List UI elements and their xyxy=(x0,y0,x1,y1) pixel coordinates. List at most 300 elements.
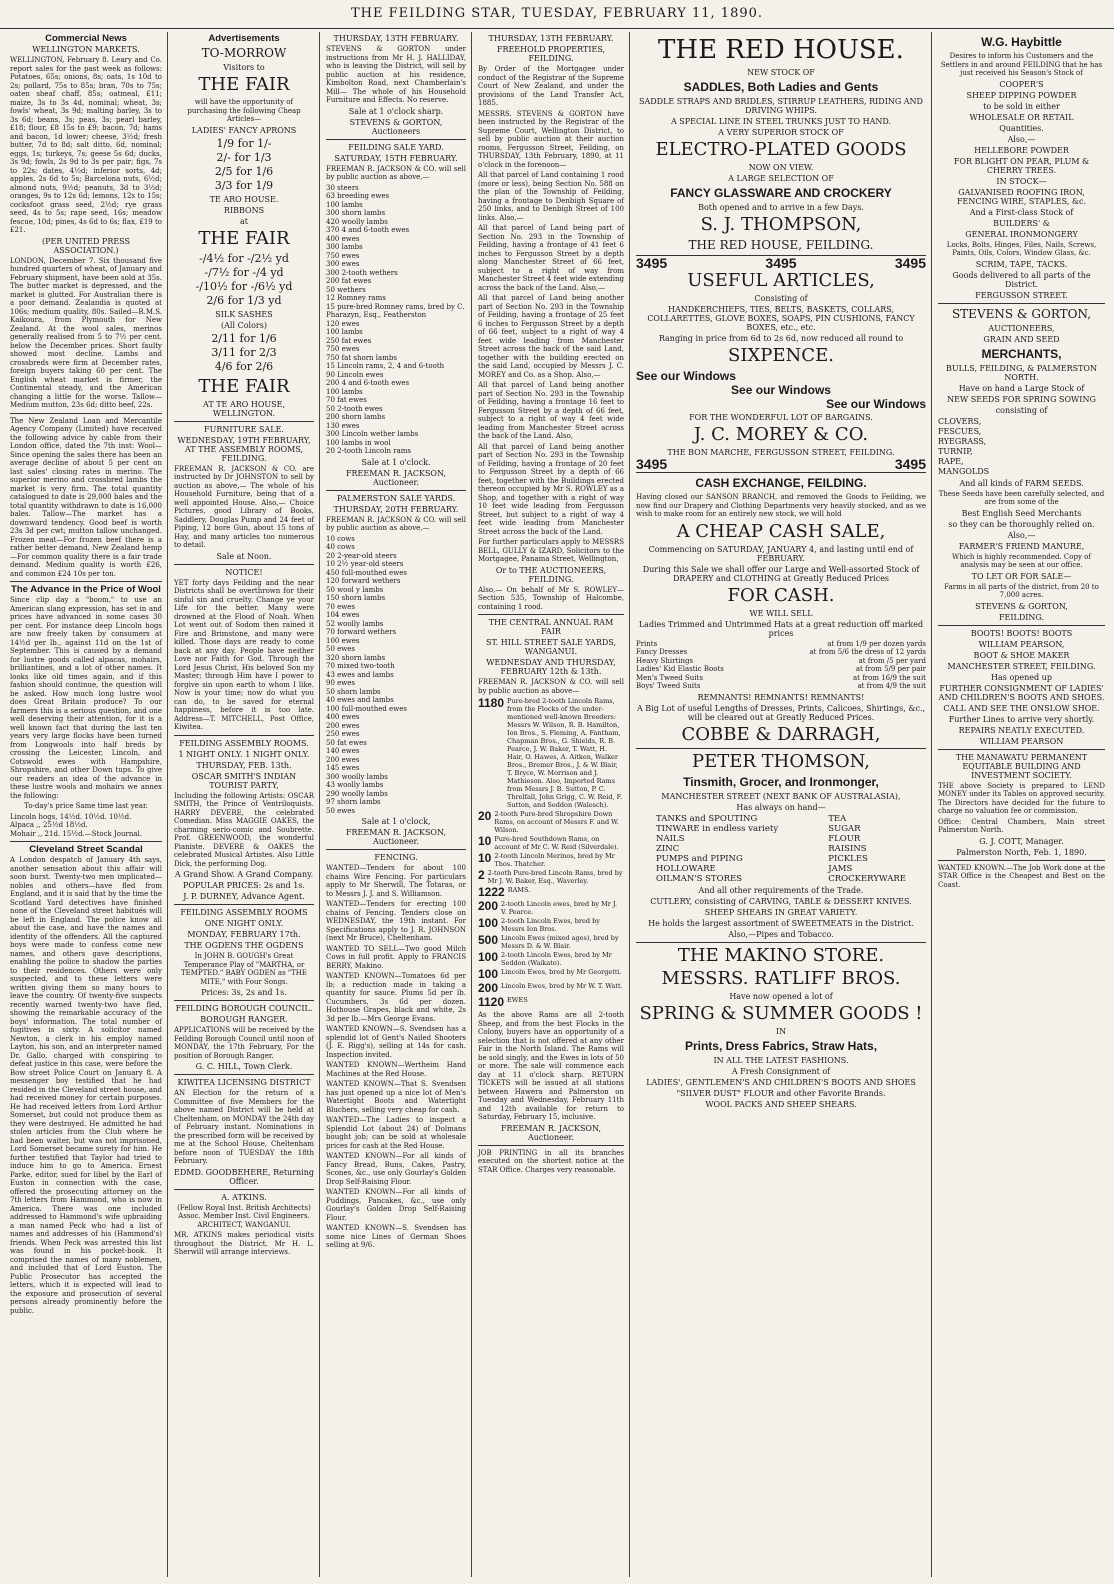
sashes-heading: SILK SASHES xyxy=(215,309,273,319)
remnants: REMNANTS! REMNANTS! REMNANTS! xyxy=(697,692,865,702)
lot-count: 200 xyxy=(478,899,499,913)
lot-description: 2-tooth Lincoln ewes, bred by Mr J. V. Pearce. xyxy=(501,900,618,916)
ewe-sign: FREEMAN R. JACKSON, Auctioneer. xyxy=(500,1123,602,1142)
saddles-heading: SADDLES, Both Ladies and Gents xyxy=(683,80,879,94)
ram-lots xyxy=(478,697,624,899)
divider xyxy=(326,139,466,140)
left-list xyxy=(656,814,778,884)
notice-title: NOTICE! xyxy=(225,567,263,577)
manchester-street: MANCHESTER STREET (NEXT BANK OF AUSTRALASIA), xyxy=(661,791,901,801)
markets-text: WELLINGTON, February 8. Leary and Co. report sales for the past week as follows: Potatoes, 65s; onions, 8s; oats, 1s 10d to 2s; pollard, 75s to 85s; bran, 70s to 75s; oaten sheaf chaff, 85s; oatmeal, £11; maize, 3s to 3s 4d, nominal; wheat, 3s; fowls' wheat, 3s 9d; malting barley, 3s to 3s 6d; beans, 3s; peas, 3s; pearl barley, £18; flour, £8 15s to £9; bacon, 7d; hams and bacon, 1d lower; cheese, 3½d; fresh butter, 7d to 8d; salt ditto, 6d, nominal; eggs, 1s; turkeys, 7s; geese 5s 6d; ducks, 3s 9d; fowls, 2s 9d to 3s per pair; figs, 7s to 22s; dates, 4½d; inferior sorts, 4d; apples, 2s 6d to 5s; Barcelona nuts, 6½d; almond nuts, 9½d; peanuts, 3d to 3½d; oranges, 9s to 12s 6d; lemons, 12s to 15s; cocksfoot grass seed, 2½d; rye grass seed, 4s to 5s; rape seed, 16s; meadow fescue, 10d; pines, 4s 6d to 6s; flax, £19 to £21. xyxy=(10,56,162,234)
date-heading: THURSDAY, 13TH FEBRUARY. xyxy=(333,34,459,43)
cott-sign: G. J. COTT, Manager. xyxy=(979,836,1064,846)
desires-text: Desires to inform his Customers and the Settlers in and around FEILDING that he has just received his Season's Stock of xyxy=(940,52,1103,77)
assembly-title: FEILDING ASSEMBLY ROOMS. xyxy=(179,738,309,748)
stock-item: 50 shorn lambs xyxy=(326,687,381,696)
lot-count: 100 xyxy=(478,950,499,964)
stock-item: 100 ewes xyxy=(326,636,360,645)
one-night: 1 NIGHT ONLY. 1 NIGHT ONLY. xyxy=(178,749,310,759)
stock-item: 50 ewes xyxy=(326,645,356,653)
in-text: IN xyxy=(775,1026,787,1036)
freehold-title: FREEHOLD PROPERTIES, FEILDING. xyxy=(496,45,606,63)
or-to: Or to THE AUCTIONEERS, FEILDING. xyxy=(495,565,607,584)
stock-item: 70 forward wethers xyxy=(326,628,397,636)
divider xyxy=(326,490,466,491)
lot-row xyxy=(478,886,624,899)
furniture-time: Sale at Noon. xyxy=(216,551,272,561)
cobbe-name: COBBE & DARRAGH, xyxy=(681,723,881,745)
divider xyxy=(938,860,1105,861)
price-item: Fancy Dresses xyxy=(636,648,688,656)
divider xyxy=(938,303,1105,304)
stock-item: 200 4 and 6-tooth ewes xyxy=(326,379,410,387)
lot-description: Lincoln Ewes (mixed ages), bred by Messrs D. & W. Blair. xyxy=(501,934,619,950)
tinsmith: Tinsmith, Grocer, and Ironmonger, xyxy=(683,774,879,789)
sg-sign: STEVENS & GORTON, Auctioneers xyxy=(349,117,443,136)
stock-item: 450 full-mouthed ewes xyxy=(326,568,407,577)
ad-number: 3495 xyxy=(765,255,797,271)
lot-description: Pure-bred Southdown Rams, on account of Mr C. W. Reid (Silverdale). xyxy=(494,835,619,851)
fencing-title: FENCING. xyxy=(374,853,418,862)
also: Also,— xyxy=(1007,530,1036,540)
ribbon-price: -/10½ for -/6½ yd xyxy=(195,279,293,293)
opened-text: Both opened and to arrive in a few Days. xyxy=(698,203,864,212)
merchants: MERCHANTS, xyxy=(981,346,1062,361)
red-house-title: THE RED HOUSE. xyxy=(658,35,904,65)
ewe-lots xyxy=(478,900,624,1009)
lot-count: 500 xyxy=(478,933,499,947)
lot-row xyxy=(478,810,624,834)
manure: FARMER'S FRIEND MANURE, xyxy=(958,541,1085,551)
thompson-address: THE RED HOUSE, FEILDING. xyxy=(688,238,874,252)
goods-item: CROCKERYWARE xyxy=(828,873,906,884)
lot-count: 1120 xyxy=(478,995,505,1009)
stock-item: 200 shorn lambs xyxy=(326,413,386,421)
opportunity-text: will have the opportunity of purchasing the following Cheap Articles— xyxy=(187,98,301,123)
popular-prices: POPULAR PRICES: 2s and 1s. xyxy=(183,881,305,890)
wool-text: Since clip day a "boom," to use an American slang expression, has set in and prices have advanced in some cases 30 per cent. For instance deep Lincoln hogs are now freely taken by consumers at 14½d per lb., against 11d on the 1st of September. This is caused by a demand for lustre goods called alpacas, mohairs, brilliantines, and a lot of other names. It looks like old times again, and if this fashion should continue, the question will be asked. How much long lustre wool does Great Britain produce? To our farmers this is a serious question, and one well deserving their attention, for it is a well known fact that during the last ten years very large flocks have been turned from Longwools into half breds by crossing the Leicester, Lincoln, and Cotswold ewes with Hampshire, Shropshire, and other Down tups. To give our readers an idea of the advance in these lustre wools and mohairs we annex the following: xyxy=(10,596,162,800)
price-value: at from 4/9 the suit xyxy=(857,682,926,690)
goods-item: RAISINS xyxy=(828,843,867,854)
divider xyxy=(174,564,314,565)
price-item: Boys' Tweed Suits xyxy=(636,682,701,690)
stock-item: 50 fat ewes xyxy=(326,738,367,747)
ribbon-price: -/4½ for -/2½ yd xyxy=(199,251,289,265)
palmerston-date: Palmerston North, Feb. 1, 1890. xyxy=(956,847,1087,857)
column-auctions xyxy=(322,32,470,1577)
wanted-ad: WANTED KNOWN—For all kinds of Fancy Bread, Buns, Cakes, Pastry, Scones, &c., use only Gourlay's Golden Drop Self-Raising Flour. xyxy=(326,1152,466,1186)
handkerchiefs-text: HANDKERCHIEFS, TIES, BELTS, BASKETS, COLLARS, COLLARETTES, GLOVE BOXES, SOAPS, PIN CUSHIONS, FANCY BOXES, etc., etc. xyxy=(647,305,915,332)
furniture-text: FREEMAN R. JACKSON & CO. are instructed by Dr JOHNSTON to sell by auction as above,— The whole of his Household Furniture, being that of a well appointed House. Also,— Choice Pictures, good Library of Books, Saddlery, Douglas Pump and 24 feet of Piping, 12 bore Gun, about 15 tons of Hay, and many articles too numerous to detail. xyxy=(174,464,314,549)
price-item: Men's Tweed Suits xyxy=(636,673,703,682)
divider xyxy=(174,421,314,422)
press-association: (PER UNITED PRESS ASSOCIATION.) xyxy=(41,236,130,255)
pearson-sign: WILLIAM PEARSON xyxy=(979,736,1064,746)
london-text: LONDON, December 7. Six thousand five hundred quarters of wheat, of January and February shipment, have been sold at 35s. The butter market is depressed, and the market is glutted. For Australian there is a poor demand. Zealandia is quoted at 106s; medium quality, 80s. Sailed—R.M.S. Kaikoura, from Plymouth for New Zealand. At the wool sales, merinos generally realised from 5 to 7½ per cent. below the December prices. Short faulty showed most decline. Lambs and crossbreds were firm at December rates, foreign buyers taking 60 per cent. The English wheat market is firmer, the Continental steady, and the American changing a little for the worse. Tallow—Medium mutton, 23s 6d; ditto beef, 22s. xyxy=(10,256,162,409)
haybittle-name: W.G. Haybittle xyxy=(981,35,1062,49)
rowley-text: Also,— On behalf of Mr S. ROWLEY— Section 535, Township of Halcombe, containing 1 rood. xyxy=(478,585,624,611)
thursday-date: THURSDAY, FEB. 13th. xyxy=(196,760,292,770)
seed-item: CLOVERS, xyxy=(938,416,982,426)
borough-council: FEILDING BOROUGH COUNCIL. xyxy=(175,1004,313,1013)
wool-packs: WOOL PACKS AND SHEEP SHEARS. xyxy=(705,1099,857,1109)
stock-item: 104 ewes xyxy=(326,611,360,619)
goods-item: FLOUR xyxy=(828,833,861,844)
stock-item: 50 2-tooth ewes xyxy=(326,404,383,413)
fashions: IN ALL THE LATEST FASHIONS. xyxy=(713,1055,849,1065)
lot-count: 100 xyxy=(478,916,499,930)
column-merchants xyxy=(934,32,1109,1577)
stock-item: 43 ewes and lambs xyxy=(326,670,394,679)
markets-title: WELLINGTON MARKETS. xyxy=(32,45,140,54)
land-lot: All that parcel of Land being another part of Section No. 293 in the Township of Feilding, having a frontage of 20 feet to Fergusson Street by a depth of 66 feet, together with the Buildings erected thereon occupied by Mr S. ROWLEY as a Shop, and together with a right of way 10 feet wide leading from Fergusson Street, but subject to a right of way 4 feet wide leading from Manchester Street across the back of the Land. xyxy=(478,442,624,536)
ewe-text: As the above Rams are all 2-tooth Sheep, and from the best Flocks in the Colony, buyers have an opportunity of a selection that is not offered at any other Fair in the North Island. The Rams will be sold singly, and the Ewes in lots of 50 or more. The sale will commence each day at 11 o'clock sharp. RETURN TICKETS will be issued at all stations between Hawera and Palmerston on Tuesday and Wednesday, February 11th and 12th available for return to Saturday, February 15, inclusive. xyxy=(478,1011,624,1121)
price-row xyxy=(636,674,926,683)
wanted-ad: WANTED—Tenders for about 100 chains Wire Fencing. For particulars apply to Mr Sherwill, The Totaras, or to Messrs J. J. and S. Williamson. xyxy=(326,864,466,898)
boot-maker: BOOT & SHOE MAKER xyxy=(973,650,1070,660)
wanted-ad: WANTED KNOWN—For all kinds of Puddings, Pancakes, &c., use only Gourlay's Golden Drop Self-Raising Flour. xyxy=(326,1188,466,1222)
selected: These Seeds have been carefully selected, and are from some of the xyxy=(938,489,1105,506)
stock-item: 200 fat ewes xyxy=(326,277,372,285)
monday-date: MONDAY, FEBRUARY 17th. xyxy=(187,930,301,939)
wanted-ad: WANTED KNOWN—S. Svendsen has a splendid lot of Gent's Nailed Shooters (J. E. Rigg's), selling at 14s for cash. Inspection invited. xyxy=(326,1025,466,1059)
atkins-name: A. ATKINS. xyxy=(221,1192,267,1202)
sale-time: Sale at 1 o'clock. xyxy=(361,457,431,467)
palmerston-text: FREEMAN R. JACKSON & CO. will sell by public auction as above,— xyxy=(326,515,466,532)
further-lines: Further Lines to arrive very shortly. xyxy=(948,714,1095,724)
first-class: And a First-class Stock of xyxy=(969,207,1074,217)
lot-count: 200 xyxy=(478,981,499,995)
feilding: FEILDING. xyxy=(998,612,1045,622)
cleveland-text: A London despatch of January 4th says, another sensation about this affair will soon burst. Twenty-two men implicated—nobles and others—have fled from England, and it is said that by the time the Scotland Yard detectives have finished none of the Cleveland street habitués will be left in England. The police know all about the case, and have the names and identity of the offenders. All the captured boys were made to confess come new names, and others gave descriptions, enabling the police to shadow the parties to their residences. Others were only suspected, and to these letters were written giving them so many hours to leave the country. Of twenty-five suspects recently warned twenty-two have fled, showing the remarkable accuracy of the boys' information. The total number of fugitives is sixty. A solicitor named Newton, a clerk in his employ named Layton, his son, and an interpreter named Dr. Gallo, charged with conspiring to defeat justice in this case, were before the Bow street Police Court on January 8. A messenger boy testified that he had resided in the Cleveland street house, and had received money for certain purposes. He had received letters from Lord Arthur Somerset, but could not produce them as they were destroyed. He admitted he had stolen articles from the Club where he had been waiter, but was not imprisoned, Lord Somerset became surety for him. He further testified that Taylor had tried to induce him to go to America. Ernest Parke, editor, sued for libel by the Earl of Euston in connection with the case, offered the prosecuting attorney on the 7th letters from Hammond, who is now in America. There was one included addressed to Hammond's wife upbraiding a man named Peck who had a list of names and addresses of his (Hammond's) friends. When Peck was arrested this list was found in his pocket-book. It comprised the names of many noblemen, and included that of Lord Euston. The Public Prosecutor has accepted the letters, which it is expected will lead to the exposure and prosecution of several persons already prominently before the public. xyxy=(10,856,162,1315)
lot-row xyxy=(478,869,624,885)
ad-number: 3495 xyxy=(894,255,926,271)
lot-row xyxy=(478,968,624,981)
stock-item: 15 pure-bred Romney rams, bred by C. Pharazyn, Esq., Featherston xyxy=(326,302,465,319)
date-heading: THURSDAY, 13TH FEBRUARY. xyxy=(488,34,614,43)
boots-title: BOOTS! BOOTS! BOOTS xyxy=(970,628,1073,638)
kiwitea-title: KIWITEA LICENSING DISTRICT xyxy=(177,1078,311,1087)
cleveland-title: Cleveland Street Scandal xyxy=(29,844,143,855)
lot-count: 100 xyxy=(478,967,499,981)
new-seeds: NEW SEEDS FOR SPRING SOWING xyxy=(947,394,1096,404)
sale-yard-text: FREEMAN R. JACKSON & CO. will sell by public auction as above,— xyxy=(326,164,466,181)
bon-marche: THE BON MARCHE, FERGUSSON STREET, FEILDING. xyxy=(667,448,895,457)
visitors-text: Visitors to xyxy=(223,63,265,72)
glassware-heading: FANCY GLASSWARE AND CROCKERY xyxy=(670,186,892,200)
stock-item: 63 breeding ewes xyxy=(326,192,390,200)
stock-item: 40 ewes and lambs xyxy=(326,696,394,704)
price-row xyxy=(636,682,926,691)
column-rule xyxy=(471,32,472,1577)
stock-item: 90 ewes xyxy=(326,679,356,687)
divider xyxy=(938,625,1105,626)
stock-item: 400 ewes xyxy=(326,713,360,721)
ribbons-heading: RIBBONS xyxy=(223,205,265,215)
column-rule xyxy=(629,32,630,1577)
fresh: A Fresh Consignment of xyxy=(731,1066,831,1076)
hellebore: HELLEBORE POWDER xyxy=(974,145,1069,155)
aprons-heading: LADIES' FANCY APRONS xyxy=(191,125,297,135)
furniture-date: WEDNESDAY, 19TH FEBRUARY, AT THE ASSEMBLY ROOMS, FEILDING. xyxy=(177,435,311,463)
lot-description: Pure-bred 2-tooth Lincoln Rams, from the Flocks of the under-mentioned well-known Breeders: Messrs W. Wilson, R. B. Hamilton, Ion Bros., S. Fleming, A. Fantham, Chapman Bros., G. Shields, R. B. Pearce, J. W. Baker, T. Watt, H. Hair, O. Hawes, A. Aitken, Walker Bros., Bremer Bros., J. & W. Blair, T. Bryce, W. Morrison and J. Mathieson. Also, Imported Rams from Messrs J. B. Sutton, P. C. Threlfall, John Grigg, C. W. Reid, F. Sutton, and Seddon (Walesch). xyxy=(507,697,623,809)
registered: Which is highly recommended. Copy of analysis may be seen at our office. xyxy=(952,552,1091,569)
one-night-2: ONE NIGHT ONLY. xyxy=(204,919,284,928)
lot-description: 2-tooth Pure-bred Lincoln Rams, bred by Mr J. W. Baker, Esq., Waverley. xyxy=(487,869,623,885)
goods-item: SUGAR xyxy=(828,823,861,834)
stock-item: 750 ewes xyxy=(326,251,360,260)
dipping-powder: SHEEP DIPPING POWDER xyxy=(966,90,1077,100)
prices-header: To-day's price Same time last year. xyxy=(24,802,148,810)
stock-item: 70 fat ewes xyxy=(326,396,367,404)
goods-item: HOLLOWARE xyxy=(656,863,716,874)
stock-item: 10 cows xyxy=(326,534,355,543)
ranging-text: Ranging in price from 6d to 2s 6d, now reduced all round to xyxy=(658,334,904,343)
on-view: NOW ON VIEW. xyxy=(748,163,814,172)
requirements: And all other requirements of the Trade. xyxy=(698,885,864,895)
lot-row xyxy=(478,934,624,950)
makino-title: THE MAKINO STORE. xyxy=(677,944,885,966)
consisting-text: Consisting of xyxy=(754,294,808,303)
divider xyxy=(174,1074,314,1075)
stock-item: 300 2-tooth wethers xyxy=(326,268,398,277)
notice-text: YET forty days Feilding and the near Districts shall be overthrown for their sinful sin and cruelty. Change ye your Life for the better. Many were drowned at the Flood of Noah. When Lot went out of Sodom then rained it Fire and Brimstone, and many were killed. Those days are ready to come back at any day. People have neither Love nor Faith for God. Through the Lord Jesus Christ, His beloved Son my Master; through Him have I power to forgive sin upon earth to whom I like. Now is your time; now do what you can do, to be saved for eternal happiness, before it is too late. Address—T. MITCHELL, Post Office, Kiwitea. xyxy=(174,578,314,731)
also: Also,— xyxy=(1007,134,1036,144)
seed-item: RAPE, xyxy=(938,456,964,466)
ram-text: FREEMAN R. JACKSON & CO. will sell by public auction as above— xyxy=(478,678,624,695)
stock-item: 20 2-tooth Lincoln rams xyxy=(326,447,411,455)
borough-ranger: BOROUGH RANGER. xyxy=(200,1015,288,1024)
stock-list xyxy=(326,535,466,816)
stock-item: 100 lambs xyxy=(326,200,363,209)
goods-item: OILMAN'S STORES xyxy=(656,873,743,884)
stock-item: 70 mixed two-tooth xyxy=(326,662,395,670)
stock-item: 97 shorn lambs xyxy=(326,798,381,806)
indian-text: Including the following Artists: OSCAR SMITH, the Prince of Ventriloquists. HARRY DEVERE, the celebrated Comedian. Miss MAGGIE OAKES, the charming serio-comic and Soubrette. Prof. GREENWOOD, the wonderful Pianiste. DEVERE & OAKES the celebrated Musical Artistes. Also Little Dick, the performing Dog. xyxy=(174,791,314,868)
stock-item: 100 lambs in wool xyxy=(326,438,391,447)
sg-text: STEVENS & GORTON under instructions from Mr H. J. HALLIDAY, who is leaving the District, will sell by public auction at his residence, Kimbolton Road, next Chamberlain's Mill— The whole of his Household Furniture and Effects. No reserve. xyxy=(326,45,466,104)
durney: J. P. DURNEY, Advance Agent. xyxy=(183,892,305,901)
lot-row xyxy=(478,835,624,851)
stock-item: 43 woolly lambs xyxy=(326,781,384,789)
sg-time: Sale at 1 o'clock sharp. xyxy=(348,106,444,116)
ogdens: THE OGDENS THE OGDENS xyxy=(184,941,304,950)
column-properties xyxy=(474,32,628,1577)
windows-line: See our Windows xyxy=(731,383,831,397)
stock-item: 50 wethers xyxy=(326,285,366,294)
apron-price: 3/3 for 1/9 xyxy=(214,178,274,192)
stock-item: 370 4 and 6-tooth ewes xyxy=(326,226,410,234)
lot-row xyxy=(478,900,624,916)
ratliff-name: MESSRS. RATLIFF BROS. xyxy=(661,967,901,989)
quantities: Quantities. xyxy=(999,123,1044,133)
wanted-ad: WANTED KNOWN—S. Svendsen has some nice Lines of German Shoes selling at 9/6. xyxy=(326,1224,466,1249)
price-list xyxy=(636,640,926,691)
stock-item: 130 ewes xyxy=(326,421,360,430)
stock-item: 50 ewes xyxy=(326,806,356,815)
sash-colors: (All Colors) xyxy=(221,320,267,330)
palmerston-title: PALMERSTON SALE YARDS. xyxy=(336,493,456,503)
cutlery: CUTLERY, consisting of CARVING, TABLE & DESSERT KNIVES. xyxy=(650,896,912,906)
stock-item: 300 lambs xyxy=(326,243,363,251)
ad-number: 3495 xyxy=(636,456,668,472)
stock-item: 100 full-mouthed ewes xyxy=(326,704,407,713)
goods-item: PUMPS and PIPING xyxy=(656,853,743,864)
atkins-text: MR. ATKINS makes periodical visits throughout the District. Mr H. L. Sherwill will arrange interviews. xyxy=(174,1231,314,1256)
land-lot: All that parcel of Land being part of Section No. 293 in the Township of Feilding, having a frontage of 41 feet 6 inches to Fergusson Street by a depth along Manchester Street of 66 feet, subject to a right of way from Manchester Street 4 feet wide extending across the back of the Land. Also,— xyxy=(478,224,624,292)
loan-agency-text: The New Zealand Loan and Mercantile Agency Company (Limited) have received the following advice by cable from their London office, dated the 7th inst: Wool—Since opening the sales there has been an average decline of about 5 per cent on last sales' closing rates in merino. The superior merino and crossbred lambs the market is very firm. The total quantity catalogued to date is 29,000 bales and the total quantity withdrawn to date is 16,000 bales. Tallow—The market has a downward tendency. Good beef is worth 23s 3d per cwt; mutton tallow unchanged. Frozen meat—For frozen beef there is a rather better demand. New Zealand hemp—For common quality there is a fair trade demand. Medium quality is worth £26, and common £24 10s per ton. xyxy=(10,416,162,578)
wanted-ad: WANTED KNOWN—That S. Svendsen has just opened up a nice lot of Men's Watertight Boots and Watertight Bluchers, selling very cheap for cash. xyxy=(326,1080,466,1114)
price-row: Mohair ,, 21d. 15½d.—Stock Journal. xyxy=(10,829,143,838)
price-item: Heavy Shirtings xyxy=(636,656,694,665)
kiwitea-text: AN Election for the return of a Committee of five Members for the above named District will be held at Cheltenham, on MONDAY the 24th day of February instant. Nominations in the prescribed form will be received by me at the School House, Cheltenham before noon of TUESDAY the 18th February. xyxy=(174,1089,314,1165)
seeds-list xyxy=(938,417,1105,477)
bulls: BULLS, FEILDING, & PALMERSTON NORTH. xyxy=(946,363,1097,382)
stock-item: 20 2-year-old steers xyxy=(326,551,397,560)
stock-item: 250 ewes xyxy=(326,730,360,738)
for-cash: FOR CASH. xyxy=(727,584,835,606)
spring-goods: SPRING & SUMMER GOODS ! xyxy=(639,1002,923,1024)
sg-name: STEVENS & GORTON, xyxy=(951,306,1092,321)
prices-2: Prices: 3s, 2s and 1s. xyxy=(201,988,287,997)
stock-item: 15 Lincoln rams, 2, 4 and 6-tooth xyxy=(326,362,445,370)
windows-line: See our Windows xyxy=(636,369,736,383)
divider xyxy=(174,735,314,736)
price-row xyxy=(636,640,926,649)
cash-text: Having closed our SANSON BRANCH, and removed the Goods to Feilding, we now find our Drapery and Clothing Departments very heavily stocked, and as we wish to make room for an entirely new stock, we will hold xyxy=(636,493,926,518)
grain-seed: GRAIN AND SEED xyxy=(983,334,1060,344)
at-text: at xyxy=(240,216,248,226)
repairs: REPAIRS NEATLY EXECUTED. xyxy=(958,725,1085,735)
wanted-ad: WANTED KNOWN—Wertheim Hand Machines at the Red House. xyxy=(326,1061,466,1078)
te-aro-heading: TE ARO HOUSE. xyxy=(209,194,279,204)
stock-list xyxy=(326,184,466,456)
farm-seeds: And all kinds of FARM SEEDS. xyxy=(959,478,1084,488)
sg-name-2: STEVENS & GORTON, xyxy=(975,601,1068,611)
sash-price: 4/6 for 2/6 xyxy=(214,359,274,373)
commencing: Commencing on SATURDAY, JANUARY 4, and lasting until end of FEBRUARY. xyxy=(648,544,914,563)
the-fair-footer: THE FAIR xyxy=(198,375,290,397)
lot-description: EWES xyxy=(507,996,528,1004)
goods-item: JAMS xyxy=(828,863,853,874)
pipes: Also,—Pipes and Tobacco. xyxy=(728,929,834,939)
lot-description: 2-tooth Lincoln Ewes, bred by Mr Seddon (Waikato). xyxy=(501,951,612,967)
have-hand: Have on hand a Large Stock of xyxy=(958,383,1085,393)
lot-description: Lincoln Ewes, bred by Mr W. T. Watt. xyxy=(501,982,623,990)
has-on-hand: Has always on hand— xyxy=(736,802,826,812)
lot-row xyxy=(478,852,624,868)
divider xyxy=(636,748,926,749)
goods-item: TINWARE in endless variety xyxy=(656,823,779,834)
consisting: consisting of xyxy=(995,405,1048,415)
stock-item: 300 Lincoln wether lambs xyxy=(326,430,419,438)
pearson-name: WILLIAM PEARSON, xyxy=(978,639,1065,649)
sash-price: 3/11 for 2/3 xyxy=(211,345,277,359)
price-row xyxy=(636,665,926,674)
goods-item: TEA xyxy=(828,813,847,824)
ranger-text: APPLICATIONS will be received by the Feilding Borough Council until noon of MONDAY, the 17th February, For the position of Borough Ranger. xyxy=(174,1026,314,1060)
sweetmeats: He holds the largest assortment of SWEETMEATS in the District. xyxy=(648,918,914,928)
stock-item: 52 woolly lambs xyxy=(326,619,384,628)
column-rule xyxy=(167,32,168,1577)
divider xyxy=(478,1145,624,1146)
assembly-title-2: FEILDING ASSEMBLY ROOMS xyxy=(180,908,308,917)
farms: Farms in all parts of the district, from 20 to 7,000 acres. xyxy=(944,582,1099,599)
land-lot: All that parcel of Land containing 1 rood (more or less), being Section No. 588 on the plan of the Township of Feilding, having a frontage to Denbigh Square of 250 links, and to Denbigh Street of 100 links. Also,— xyxy=(478,171,624,222)
auctioneers: AUCTIONEERS, xyxy=(988,323,1055,333)
delivered: Goods delivered to all parts of the District. xyxy=(952,270,1091,289)
ribbon-price: -/7½ for -/4 yd xyxy=(204,265,284,279)
stock-item: 100 lambs xyxy=(326,328,363,336)
stock-item: 10 2½ year-old steers xyxy=(326,560,404,568)
remnants-text: A Big Lot of useful Lengths of Dresses, Prints, Calicoes, Shirtings, &c., will be cleared out at Greatly Reduced Prices. xyxy=(636,703,926,722)
stock-item: 50 wool y lambs xyxy=(326,585,384,594)
stock-item: 70 ewes xyxy=(326,602,356,611)
divider xyxy=(10,581,162,582)
lot-row xyxy=(478,996,624,1009)
galvanised: GALVANISED ROOFING IRON, FENCING WIRE, STAPLES, &c. xyxy=(956,187,1087,206)
shears: SHEEP SHEARS IN GREAT VARIETY. xyxy=(704,907,858,917)
electro-heading: ELECTRO-PLATED GOODS xyxy=(655,139,907,160)
useful-heading: USEFUL ARTICLES, xyxy=(687,270,875,291)
apron-price: 2/- for 1/3 xyxy=(216,150,272,164)
large-selection: A LARGE SELECTION OF xyxy=(728,174,834,183)
stock-item: 200 ewes xyxy=(326,755,360,764)
further-consignment: FURTHER CONSIGNMENT OF LADIES' AND CHILDREN'S BOOTS AND SHOES. xyxy=(938,683,1105,702)
divider xyxy=(174,1000,314,1001)
lot-description: RAMS. xyxy=(507,886,531,894)
general-ironmongery: GENERAL IRONMONGERY xyxy=(965,229,1078,239)
stock-item: 200 ewes xyxy=(326,721,360,730)
trunks-text: A SPECIAL LINE IN STEEL TRUNKS JUST TO HAND. xyxy=(670,117,892,126)
lot-row xyxy=(478,697,624,809)
stock-item: 145 ewes xyxy=(326,764,360,772)
divider xyxy=(938,749,1105,750)
goods-item: PICKLES xyxy=(828,853,868,864)
divider xyxy=(174,1189,314,1190)
stock-item: 250 fat ewes xyxy=(326,336,372,345)
divider xyxy=(636,472,926,473)
palmerston-date: THURSDAY, 20TH FEBRUARY. xyxy=(333,504,459,514)
builders: BUILDERS' & xyxy=(993,218,1050,228)
stock-item: 300 ewes xyxy=(326,260,360,268)
furniture-title: FURNITURE SALE. xyxy=(204,424,284,434)
to-let: TO LET OR FOR SALE— xyxy=(971,571,1072,581)
job-printing: JOB PRINTING in all its branches executed on the shortest notice at the STAR Office. Charges very reasonable. xyxy=(478,1148,624,1174)
wool-title: The Advance in the Price of Wool xyxy=(11,584,161,595)
price-item: Ladies' Kid Elastic Boots xyxy=(636,665,724,673)
new-stock: NEW STOCK OF xyxy=(747,68,815,77)
lots-list xyxy=(478,171,624,536)
sash-price: 2/11 for 1/6 xyxy=(211,331,277,345)
particulars: For further particulars apply to MESSRS BELL, GULLY & IZARD, Solicitors to the Mortgagee, Panama Street, Wellington, xyxy=(478,538,624,563)
scrim: SCRIM, TAPE, TACKS. xyxy=(975,259,1068,269)
wonderful-text: FOR THE WONDERFUL LOT OF BARGAINS. xyxy=(689,413,873,422)
sale-yard-title: FEILDING SALE YARD. xyxy=(348,142,444,152)
sale-yard-date: SATURDAY, 15TH FEBRUARY. xyxy=(334,153,458,163)
price-value: at from /5 per yard xyxy=(858,656,926,665)
column-rule xyxy=(319,32,320,1577)
wholesale: WHOLESALE OR RETAIL xyxy=(969,112,1074,122)
lot-count: 2 xyxy=(478,868,485,882)
ram-date: WEDNESDAY AND THURSDAY, FEBRUARY 12th & 13th. xyxy=(486,658,616,676)
advertisements-title: Advertisements xyxy=(208,33,280,44)
call-see: CALL AND SEE THE ONSLOW SHOE. xyxy=(943,703,1100,713)
right-list xyxy=(828,814,906,884)
commercial-news-title: Commercial News xyxy=(45,33,127,44)
seed-item: RYEGRASS, xyxy=(938,436,987,446)
stock-item: 30 steers xyxy=(326,183,359,192)
